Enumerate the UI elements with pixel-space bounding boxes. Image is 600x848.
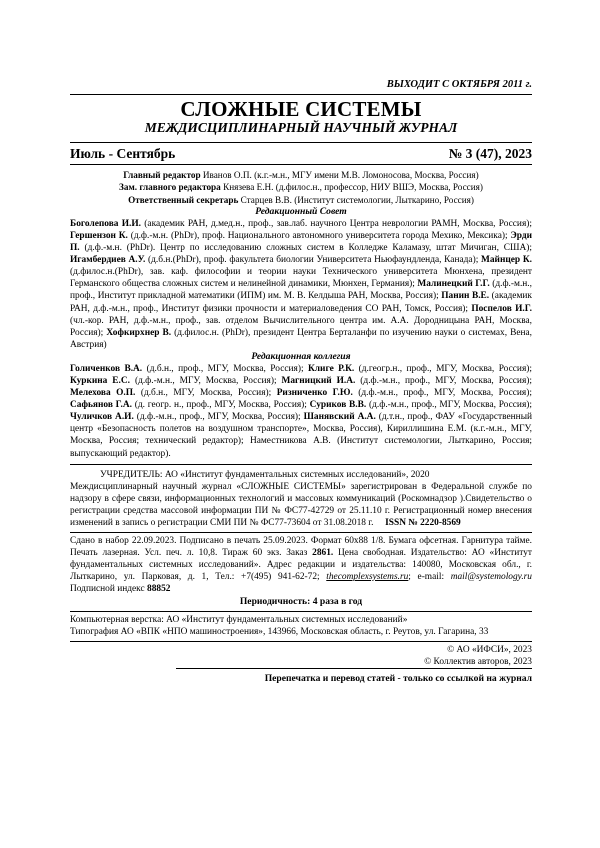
- member-name: Суриков В.В.: [309, 400, 367, 411]
- editor-role: Зам. главного редактора: [119, 182, 221, 193]
- editor-info: Иванов О.П. (к.г.-м.н., МГУ имени М.В. Ломоносова, Москва, Россия): [200, 170, 479, 180]
- member-info: (д. геогр. н., проф., МГУ, Москва, Россия);: [132, 400, 310, 411]
- member-info: (д.т.н., проф., ФАУ «Государственный центр «Безопасность полетов на воздушном транспорте», Москва, Россия), Кириллишина Е.М. (к.г.-м.н., МГУ, Москва, Россия; технический редактор); Наместникова А.В. (Институт системологии, Лыткарино, Россия; выпускающий редактор).: [70, 412, 533, 459]
- divider: [70, 94, 532, 95]
- member-name: Панин В.Е.: [441, 291, 490, 302]
- issue-number: № 3 (47), 2023: [448, 146, 532, 161]
- issue-line: [70, 146, 532, 162]
- editors-block: [70, 169, 532, 206]
- website-link[interactable]: thecomplexsystems.ru: [326, 571, 409, 582]
- member-name: Эрди П.: [70, 230, 532, 254]
- board-members: [70, 363, 532, 460]
- divider: [70, 611, 532, 612]
- member-name: Сафьянов Г.А.: [70, 400, 133, 411]
- member-name: Мелехова О.П.: [70, 388, 136, 399]
- editor-deputy: [70, 181, 532, 193]
- order-number: 2861.: [312, 547, 334, 558]
- member-info: (д.геогр.н., проф., МГУ, Москва, Россия);: [354, 363, 532, 374]
- publication-frequency: Периодичность: 4 раза в год: [239, 595, 363, 607]
- editor-chief: [70, 169, 532, 181]
- journal-title: СЛОЖНЫЕ СИСТЕМЫ: [180, 97, 422, 121]
- copyright-institute: © АО «ИФСИ», 2023: [447, 644, 532, 655]
- member-info: (д.б.н., МГУ, Москва, Россия);: [135, 388, 277, 399]
- editor-role: Главный редактор: [123, 170, 201, 180]
- member-info: (д.ф.-м.н., проф., МГУ, Москва, Россия);: [352, 388, 532, 399]
- member-info: (д.ф.-м.н. (PhDr), проф. Национального автономного университета города Мехико, Мексика);: [127, 230, 511, 241]
- member-name: Игамбердиев А.У.: [70, 255, 146, 266]
- issn: ISSN № 2220-8569: [385, 517, 461, 528]
- member-name: Хофкирхнер В.: [106, 327, 172, 338]
- member-info: (д.ф.-м.н., проф., МГУ, Москва, Россия);: [133, 412, 304, 423]
- editor-info: Князева Е.Н. (д.филос.н., профессор, НИУ ВШЭ, Москва, Россия): [220, 182, 483, 193]
- print-info-block: [70, 535, 532, 595]
- council-heading: Редакционный Совет: [255, 205, 347, 217]
- divider: [70, 532, 532, 533]
- founder-line: УЧРЕДИТЕЛЬ: АО «Институт фундаментальных системных исследований», 2020: [100, 469, 430, 480]
- member-name: Клиге Р.К.: [308, 363, 355, 374]
- member-info: (д.ф.-м.н., проф., МГУ, Москва, Россия);: [355, 376, 532, 387]
- reprint-note: Перепечатка и перевод статей - только со ссылкой на журнал: [264, 672, 532, 684]
- published-since: ВЫХОДИТ С ОКТЯБРЯ 2011 г.: [386, 79, 532, 90]
- registration-text: [70, 481, 532, 529]
- member-name: Поспелов И.Г.: [471, 303, 532, 314]
- member-name: Шанявский А.А.: [303, 412, 376, 423]
- divider: [70, 464, 532, 465]
- member-info: (д.филос.н.(PhDr), зав. каф. философии и теории науки Технического университета Мюнхена, президент Германского общества сложных систем и нелинейной динамики, Мюнхен, Германия);: [70, 267, 532, 290]
- registration-info: Междисциплинарный научный журнал «СЛОЖНЫЕ СИСТЕМЫ» зарегистрирован в Федеральной службе по надзору в сфере связи, информационных технологий и массовых коммуникаций (Роскомнадзор ).Свидетельство о регистрации средства массовой информации ПИ № ФС77-42729 от 25.11.10 г. Регистрационный номер внесения изменений в запись о регистрации СМИ ПИ № ФС77-73604 от 31.08.2018 г.: [70, 481, 532, 528]
- divider: [70, 142, 532, 143]
- issue-period: Июль - Сентябрь: [70, 146, 176, 161]
- member-info: (д.б.н.(PhDr), проф. факультета биологии Университета Ньюфаундленда, Канада);: [145, 255, 482, 266]
- copyright-authors: © Коллектив авторов, 2023: [424, 656, 532, 667]
- member-info: (д.ф.-м.н., проф., МГУ, Москва, Россия);: [366, 400, 532, 411]
- layout-credit: Компьютерная верстка: АО «Институт фундаментальных системных исследований»: [70, 614, 408, 625]
- publisher-address: Издательство: АО «Институт фундаментальных системных исследований». Адрес редакции и издательства: 140080, Московская обл., г. Лыткарино, ул. Парковая, д. 1, Тел.: +7(495) 941-62-72;: [70, 547, 533, 582]
- member-info: (д.филос.н. (PhDr), президент Центра Берталанфи по изучению науки о системах, Вена, Австрия): [70, 327, 533, 350]
- reprint-note-wrap: [176, 668, 532, 685]
- member-name: Гершензон К.: [70, 230, 128, 241]
- member-info: (д.б.н., проф., МГУ, Москва, Россия);: [142, 363, 308, 374]
- member-name: Майнцер К.: [481, 255, 532, 266]
- technical-block: [70, 614, 532, 638]
- subscription-label: Подписной индекс: [70, 583, 148, 594]
- email-link[interactable]: mail@systemology.ru: [450, 571, 532, 582]
- editor-info: Старцев В.В. (Институт системологии, Лыткарино, Россия): [238, 194, 474, 205]
- subscription-index: 88852: [147, 583, 171, 594]
- divider: [70, 164, 532, 165]
- email-label: ; e-mail:: [408, 571, 451, 582]
- member-name: Ризниченко Г.Ю.: [276, 388, 353, 399]
- member-info: (д.ф.-м.н. (PhDr). Центр по исследованию сложных систем в Колледже Каламазу, штат Мичиган, США);: [79, 243, 532, 254]
- member-name: Магницкий И.А.: [281, 376, 356, 387]
- member-name: Чуличков А.И.: [70, 412, 134, 423]
- council-members: [70, 218, 532, 351]
- member-name: Боголепова И.И.: [70, 218, 142, 229]
- masthead-page: [70, 78, 532, 685]
- member-name: Куркина Е.С.: [70, 376, 131, 387]
- divider: [70, 641, 532, 642]
- member-info: (д.ф.-м.н., МГУ, Москва, Россия);: [130, 376, 282, 387]
- board-heading: Редакционная коллегия: [251, 350, 351, 362]
- journal-subtitle: МЕЖДИСЦИПЛИНАРНЫЙ НАУЧНЫЙ ЖУРНАЛ: [144, 120, 458, 135]
- copyright-block: [70, 644, 532, 668]
- print-details: Сдано в набор 22.09.2023. Подписано в печать 25.09.2023. Формат 60х88 1/8. Бумага офсетная. Гарнитура тайме. Печать лазерная. Усл. печ. л. 10,8. Тираж 60 экз. Заказ: [70, 535, 532, 558]
- editor-secretary: [70, 194, 532, 206]
- member-name: Малинецкий Г.Г.: [417, 279, 490, 290]
- member-info: (д.ф.-м.н., проф., Институт прикладной математики (ИПМ) им. М. В. Келдыша РАН, Москва, Россия);: [70, 279, 532, 302]
- member-info: (чл.-кор. РАН, д.ф.-м.н., проф., зав. отделом Вычислительного центра им. А.А. Дородницына РАН, Москва, Россия);: [70, 315, 532, 338]
- editor-role: Ответственный секретарь: [128, 194, 239, 205]
- price-note: Цена свободная.: [333, 547, 406, 558]
- member-info: (академик РАН, д.мед.н., проф., зав.лаб. научного Центра неврологии РАМН, Москва, Россия);: [141, 218, 532, 229]
- printing-house: Типография АО «ВПК «НПО машиностроения», 143966, Московская область, г. Реутов, ул. Гагарина, 33: [70, 626, 489, 637]
- member-name: Голиченков В.А.: [70, 363, 143, 374]
- founder-block: [70, 469, 532, 529]
- member-info: (академик РАН, д.ф.-м.н., проф., Институт физики прочности и материаловедения СО РАН, Томск, Россия);: [70, 291, 532, 314]
